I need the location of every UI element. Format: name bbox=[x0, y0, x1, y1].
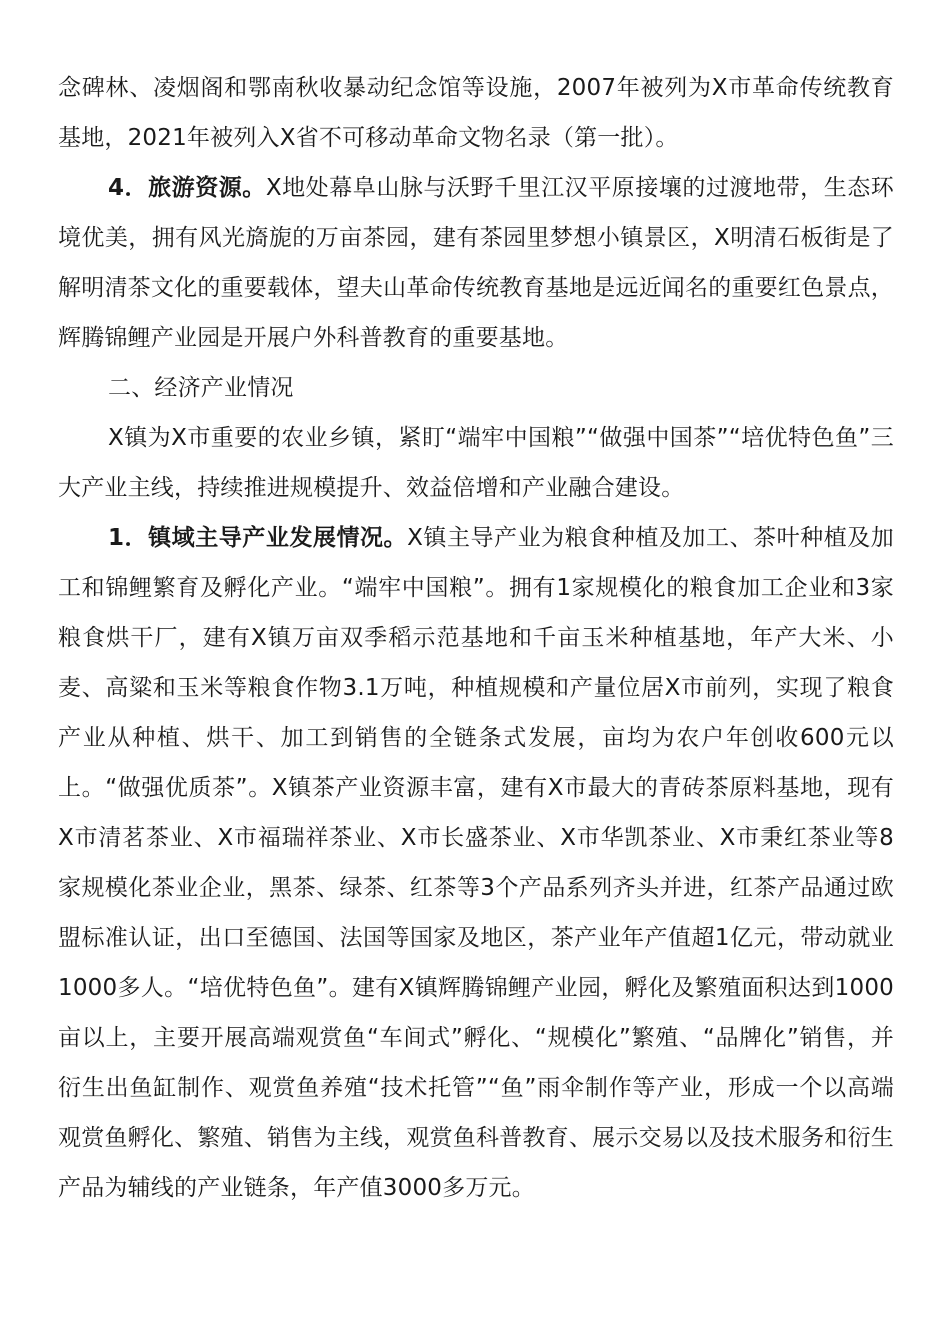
paragraph-text: X镇主导产业为粮食种植及加工、茶叶种植及加工和锦鲤繁育及孵化产业。“端牢中国粮”。拥有1家规模化的粮食加工企业和3家粮食烘干厂，建有X镇万亩双季稻示范基地和千亩玉米种植基地，年产大米、小麦、高粱和玉米等粮食作物3.1万吨，种植规模和产量位居X市前列，实现了粮食产业从种植、烘干、加工到销售的全链条式发展，亩均为农户年创收600元以上。“做强优质茶”。X镇茶产业资源丰富，建有X市最大的青砖茶原料基地，现有X市清茗茶业、X市福瑞祥茶业、X市长盛茶业、X市华凯茶业、X市秉红茶业等8家规模化茶业企业，黑茶、绿茶、红茶等3个产品系列齐头并进，红茶产品通过欧盟标准认证，出口至德国、法国等国家及地区，茶产业年产值超1亿元，带动就业1000多人。“培优特色鱼”。建有X镇辉腾锦鲤产业园，孵化及繁殖面积达到1000亩以上，主要开展高端观赏鱼“车间式”孵化、“规模化”繁殖、“品牌化”销售，并衍生出鱼缸制作、观赏鱼养殖“技术托管”“鱼”雨伞制作等产业，形成一个以高端观赏鱼孵化、繁殖、销售为主线，观赏鱼科普教育、展示交易以及技术服务和衍生产品为辅线的产业链条，年产值3000多万元。 bbox=[58, 525, 894, 1201]
paragraph-leading-industry bbox=[58, 513, 894, 1213]
paragraph-economy-intro bbox=[58, 413, 894, 513]
paragraph-text: X镇为X市重要的农业乡镇，紧盯“端牢中国粮”“做强中国茶”“培优特色鱼”三大产业主线，持续推进规模提升、效益倍增和产业融合建设。 bbox=[58, 425, 894, 501]
paragraph-memorial-continued bbox=[58, 63, 894, 163]
paragraph-text: X地处幕阜山脉与沃野千里江汉平原接壤的过渡地带，生态环境优美，拥有风光旖旎的万亩茶园，建有茶园里梦想小镇景区，X明清石板街是了解明清茶文化的重要载体，望夫山革命传统教育基地是远近闻名的重要红色景点，辉腾锦鲤产业园是开展户外科普教育的重要基地。 bbox=[58, 175, 894, 351]
paragraph-tourism-resources bbox=[58, 163, 894, 363]
section-title-economy bbox=[58, 363, 894, 413]
section-heading: 1．镇域主导产业发展情况。 bbox=[108, 525, 408, 551]
paragraph-text: 念碑林、凌烟阁和鄂南秋收暴动纪念馆等设施，2007年被列为X市革命传统教育基地，2021年被列入X省不可移动革命文物名录（第一批）。 bbox=[58, 75, 894, 151]
document-page bbox=[58, 63, 894, 1213]
section-heading: 4．旅游资源。 bbox=[108, 175, 266, 201]
section-title-text: 二、经济产业情况 bbox=[108, 375, 294, 401]
